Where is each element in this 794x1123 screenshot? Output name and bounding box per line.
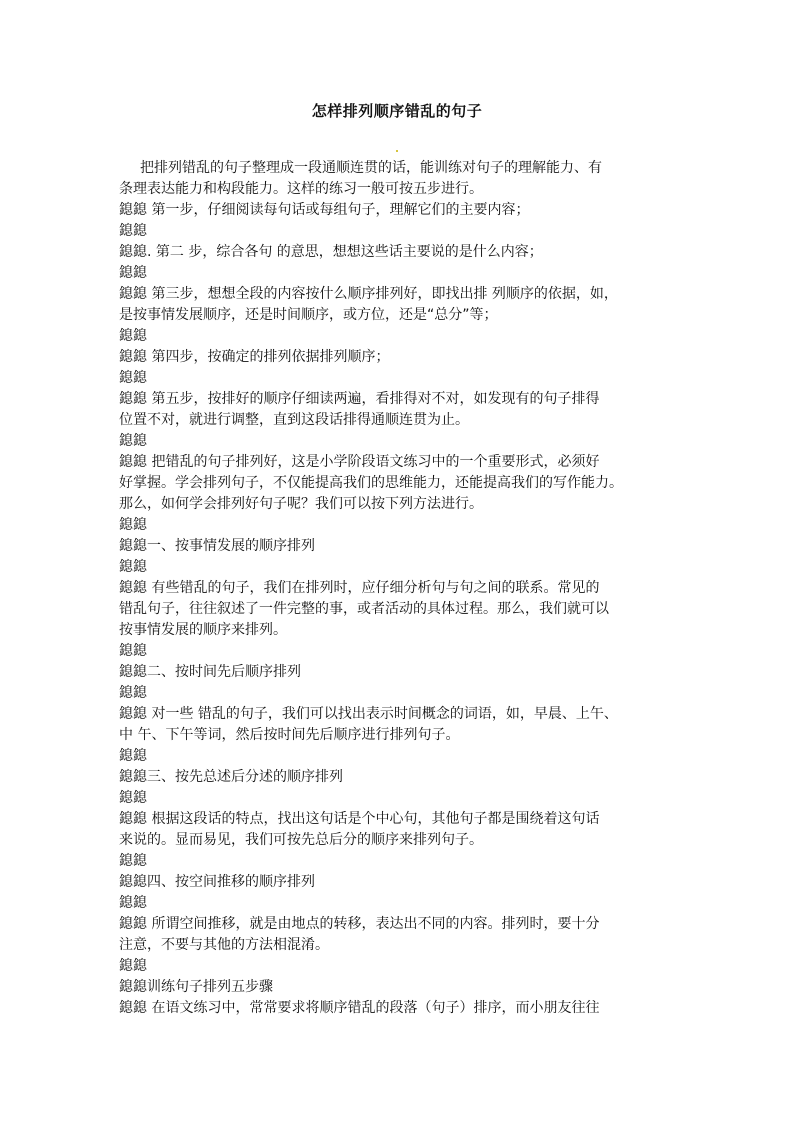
text-line-content: 鎴鎴二、按时间先后顺序排列 [119, 664, 301, 680]
text-line [119, 158, 681, 179]
text-line [119, 872, 681, 893]
text-line [119, 431, 681, 452]
text-line [119, 200, 681, 221]
text-line-content: 鎴鎴 [119, 958, 147, 974]
text-line [119, 473, 681, 494]
text-line-content: 鎴鎴训练句子排列五步骤 [119, 979, 273, 995]
text-line [119, 788, 681, 809]
text-line [119, 746, 681, 767]
text-line-content: 鎴鎴 [119, 559, 147, 575]
text-line-content: 条理表达能力和构段能力。这样的练习一般可按五步进行。 [119, 181, 483, 197]
text-line [119, 515, 681, 536]
text-line-content: 鎴鎴 第一步，仔细阅读每句话或每组句子，理解它们的主要内容； [119, 202, 530, 218]
text-line-content: 鎴鎴 第三步，想想全段的内容按什么顺序排列好，即找出排 列顺序的依据，如， [119, 286, 618, 302]
text-line-content: 那么，如何学会排列好句子呢？我们可以按下列方法进行。 [119, 496, 483, 512]
text-line [119, 767, 681, 788]
text-line-content: 鎴鎴 在语文练习中，常常要求将顺序错乱的段落（句子）排序，而小朋友往往 [119, 1000, 600, 1016]
text-line-content: 鎴鎴三、按先总述后分述的顺序排列 [119, 769, 343, 785]
text-line [119, 914, 681, 935]
text-line-content: 鎴鎴 [119, 790, 147, 806]
text-line [119, 998, 681, 1019]
text-line [119, 410, 681, 431]
text-line [119, 620, 681, 641]
text-line [119, 704, 681, 725]
text-line [119, 557, 681, 578]
text-line-content: 按事情发展的顺序来排列。 [119, 622, 287, 638]
text-line-content: 鎴鎴 [119, 685, 147, 701]
text-line [119, 368, 681, 389]
text-line-content: 鎴鎴 有些错乱的句子，我们在排列时，应仔细分析句与句之间的联系。常见的 [119, 580, 600, 596]
text-line [119, 305, 681, 326]
text-line [119, 956, 681, 977]
text-line [119, 284, 681, 305]
text-line [119, 494, 681, 515]
document-title: 怎样排列顺序错乱的句子 [311, 102, 483, 120]
text-line [119, 809, 681, 830]
text-line [119, 263, 681, 284]
text-line [119, 893, 681, 914]
text-line-content: 鎴鎴 [119, 433, 147, 449]
text-line-content: 鎴鎴四、按空间推移的顺序排列 [119, 874, 315, 890]
text-line-content: 鎴鎴 [119, 895, 147, 911]
text-line [119, 326, 681, 347]
text-line-content: 鎴鎴 所谓空间推移，就是由地点的转移，表达出不同的内容。排列时，要十分 [119, 916, 600, 932]
text-line-content: 鎴鎴. 第二 步，综合各句 的意思，想想这些话主要说的是什么内容； [119, 244, 543, 260]
text-line [119, 242, 681, 263]
text-line-content: 鎴鎴 [119, 517, 147, 533]
text-line [119, 641, 681, 662]
text-line-content: 鎴鎴 根据这段话的特点，找出这句话是个中心句，其他句子都是围绕着这句话 [119, 811, 600, 827]
text-line [119, 725, 681, 746]
text-line [119, 452, 681, 473]
text-line [119, 389, 681, 410]
text-line [119, 662, 681, 683]
text-line-content: 鎴鎴 [119, 370, 147, 386]
text-line-content: 位置不对，就进行调整，直到这段话排得通顺连贯为止。 [119, 412, 469, 428]
text-line [119, 935, 681, 956]
text-line-content: 注意，不要与其他的方法相混淆。 [119, 937, 329, 953]
text-line-content: 鎴鎴 [119, 265, 147, 281]
text-line [119, 179, 681, 200]
text-line-content: 把排列错乱的句子整理成一段通顺连贯的话，能训练对句子的理解能力、有 [140, 160, 602, 176]
text-line-content: 鎴鎴 [119, 328, 147, 344]
text-line-content: 鎴鎴 [119, 223, 147, 239]
stray-mark [396, 150, 398, 152]
text-line-content: 鎴鎴 对一些 错乱的句子，我们可以找出表示时间概念的词语，如，早晨、上午、 [119, 706, 618, 722]
text-line-content: 来说的。显而易见，我们可按先总后分的顺序来排列句子。 [119, 832, 483, 848]
text-line [119, 578, 681, 599]
text-line-content: 是按事情发展顺序，还是时间顺序，或方位，还是“总分”等； [119, 307, 498, 323]
text-line-content: 鎴鎴 把错乱的句子排列好，这是小学阶段语文练习中的一个重要形式，必须好 [119, 454, 600, 470]
text-line [119, 830, 681, 851]
text-line-content: 鎴鎴 第五步，按排好的顺序仔细读两遍，看排得对不对，如发现有的句子排得 [119, 391, 600, 407]
text-line [119, 683, 681, 704]
text-line-content: 中 午、下午等词，然后按时间先后顺序进行排列句子。 [119, 727, 460, 743]
text-line-content: 鎴鎴 第四步，按确定的排列依据排列顺序； [119, 349, 390, 365]
text-line-content: 错乱句子，往往叙述了一件完整的事，或者活动的具体过程。那么，我们就可以 [119, 601, 609, 617]
text-line-content: 鎴鎴一、按事情发展的顺序排列 [119, 538, 315, 554]
document-body [119, 158, 681, 1019]
text-line [119, 347, 681, 368]
text-line-content: 鎴鎴 [119, 748, 147, 764]
text-line [119, 221, 681, 242]
text-line-content: 鎴鎴 [119, 853, 147, 869]
text-line-content: 好掌握。学会排列句子，不仅能提高我们的思维能力，还能提高我们的写作能力。 [119, 475, 623, 491]
text-line-content: 鎴鎴 [119, 643, 147, 659]
text-line [119, 599, 681, 620]
text-line [119, 536, 681, 557]
text-line [119, 977, 681, 998]
text-line [119, 851, 681, 872]
